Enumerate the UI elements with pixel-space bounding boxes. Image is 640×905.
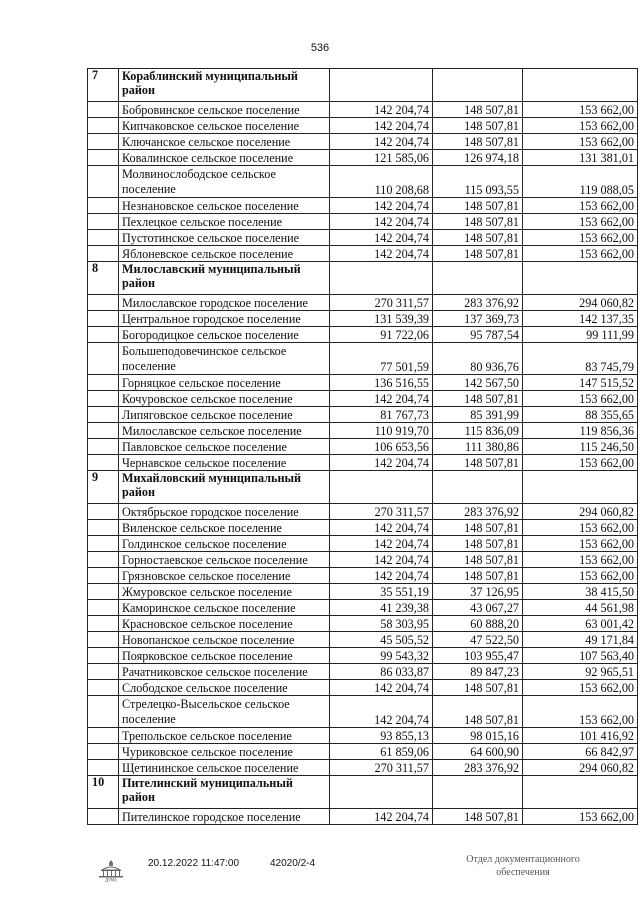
settlement-name: Чуриковское сельское поселение xyxy=(119,744,330,760)
settlement-row xyxy=(88,246,638,262)
value-year-3: 153 662,00 xyxy=(523,214,638,230)
value-year-2: 103 955,47 xyxy=(433,648,523,664)
settlement-name: Яблоневское сельское поселение xyxy=(119,246,330,262)
value-year-2: 80 936,76 xyxy=(433,343,523,375)
settlement-name: Павловское сельское поселение xyxy=(119,439,330,455)
value-year-3: 101 416,92 xyxy=(523,728,638,744)
settlement-name: Молвинослободское сельское поселение xyxy=(119,166,330,198)
row-index-cell xyxy=(88,150,119,166)
row-index-cell xyxy=(88,375,119,391)
district-name: Пителинский муниципальный район xyxy=(119,776,330,809)
empty-cell xyxy=(433,776,523,809)
settlement-row xyxy=(88,375,638,391)
value-year-1: 99 543,32 xyxy=(330,648,433,664)
value-year-2: 60 888,20 xyxy=(433,616,523,632)
value-year-1: 142 204,74 xyxy=(330,102,433,118)
value-year-3: 153 662,00 xyxy=(523,230,638,246)
settlement-name: Голдинское сельское поселение xyxy=(119,536,330,552)
value-year-3: 44 561,98 xyxy=(523,600,638,616)
settlement-row xyxy=(88,150,638,166)
department-line-2: обеспечения xyxy=(496,867,550,878)
district-row xyxy=(88,471,638,504)
value-year-3: 294 060,82 xyxy=(523,760,638,776)
value-year-2: 148 507,81 xyxy=(433,696,523,728)
empty-cell xyxy=(523,262,638,295)
row-index-cell xyxy=(88,118,119,134)
row-index-cell xyxy=(88,744,119,760)
settlement-row xyxy=(88,311,638,327)
row-index-cell xyxy=(88,536,119,552)
row-index-cell xyxy=(88,423,119,439)
value-year-1: 93 855,13 xyxy=(330,728,433,744)
value-year-2: 142 567,50 xyxy=(433,375,523,391)
settlement-name: Пехлецкое сельское поселение xyxy=(119,214,330,230)
empty-cell xyxy=(523,776,638,809)
settlement-name: Кочуровское сельское поселение xyxy=(119,391,330,407)
settlement-name: Липяговское сельское поселение xyxy=(119,407,330,423)
settlement-name: Центральное городское поселение xyxy=(119,311,330,327)
row-index-cell xyxy=(88,696,119,728)
svg-text:ДУМА: ДУМА xyxy=(105,877,117,882)
value-year-1: 110 919,70 xyxy=(330,423,433,439)
table-body xyxy=(88,69,638,825)
value-year-3: 119 856,36 xyxy=(523,423,638,439)
district-name: Кораблинский муниципальный район xyxy=(119,69,330,102)
value-year-2: 111 380,86 xyxy=(433,439,523,455)
budget-allocation-table xyxy=(87,68,638,825)
row-index-cell xyxy=(88,568,119,584)
row-index-cell xyxy=(88,407,119,423)
settlement-name: Ключанское сельское поселение xyxy=(119,134,330,150)
value-year-2: 148 507,81 xyxy=(433,680,523,696)
value-year-2: 148 507,81 xyxy=(433,520,523,536)
value-year-2: 98 015,16 xyxy=(433,728,523,744)
value-year-2: 148 507,81 xyxy=(433,552,523,568)
value-year-3: 38 415,50 xyxy=(523,584,638,600)
settlement-row xyxy=(88,455,638,471)
value-year-2: 148 507,81 xyxy=(433,455,523,471)
value-year-1: 81 767,73 xyxy=(330,407,433,423)
department-line-1: Отдел документационного xyxy=(466,854,580,865)
value-year-1: 106 653,56 xyxy=(330,439,433,455)
row-index-cell xyxy=(88,648,119,664)
value-year-3: 153 662,00 xyxy=(523,391,638,407)
value-year-1: 142 204,74 xyxy=(330,391,433,407)
settlement-row xyxy=(88,230,638,246)
row-index-cell xyxy=(88,327,119,343)
duma-logo xyxy=(96,858,126,882)
row-index-cell xyxy=(88,760,119,776)
row-index-cell xyxy=(88,455,119,471)
value-year-2: 148 507,81 xyxy=(433,246,523,262)
value-year-1: 61 859,06 xyxy=(330,744,433,760)
value-year-1: 110 208,68 xyxy=(330,166,433,198)
value-year-1: 142 204,74 xyxy=(330,680,433,696)
value-year-2: 43 067,27 xyxy=(433,600,523,616)
district-row xyxy=(88,69,638,102)
value-year-2: 148 507,81 xyxy=(433,102,523,118)
settlement-name: Каморинское сельское поселение xyxy=(119,600,330,616)
row-index-cell xyxy=(88,166,119,198)
row-index-cell xyxy=(88,809,119,825)
empty-cell xyxy=(330,262,433,295)
settlement-row xyxy=(88,391,638,407)
settlement-row xyxy=(88,680,638,696)
settlement-row xyxy=(88,343,638,375)
value-year-1: 142 204,74 xyxy=(330,520,433,536)
value-year-3: 115 246,50 xyxy=(523,439,638,455)
value-year-2: 283 376,92 xyxy=(433,504,523,520)
value-year-1: 131 539,39 xyxy=(330,311,433,327)
empty-cell xyxy=(523,471,638,504)
row-index-cell xyxy=(88,680,119,696)
value-year-3: 294 060,82 xyxy=(523,504,638,520)
district-number: 10 xyxy=(88,776,119,809)
value-year-3: 153 662,00 xyxy=(523,552,638,568)
value-year-2: 148 507,81 xyxy=(433,809,523,825)
value-year-3: 92 965,51 xyxy=(523,664,638,680)
row-index-cell xyxy=(88,102,119,118)
value-year-1: 142 204,74 xyxy=(330,568,433,584)
settlement-row xyxy=(88,198,638,214)
settlement-name: Горностаевское сельское поселение xyxy=(119,552,330,568)
row-index-cell xyxy=(88,552,119,568)
settlement-row xyxy=(88,648,638,664)
district-row xyxy=(88,776,638,809)
settlement-name: Грязновское сельское поселение xyxy=(119,568,330,584)
value-year-2: 148 507,81 xyxy=(433,198,523,214)
settlement-row xyxy=(88,664,638,680)
settlement-name: Рачатниковское сельское поселение xyxy=(119,664,330,680)
value-year-2: 148 507,81 xyxy=(433,214,523,230)
settlement-name: Стрелецко-Высельское сельское поселение xyxy=(119,696,330,728)
settlement-row xyxy=(88,552,638,568)
value-year-3: 153 662,00 xyxy=(523,455,638,471)
value-year-1: 142 204,74 xyxy=(330,696,433,728)
value-year-2: 137 369,73 xyxy=(433,311,523,327)
empty-cell xyxy=(330,69,433,102)
value-year-2: 126 974,18 xyxy=(433,150,523,166)
row-index-cell xyxy=(88,391,119,407)
row-index-cell xyxy=(88,198,119,214)
row-index-cell xyxy=(88,311,119,327)
value-year-3: 88 355,65 xyxy=(523,407,638,423)
settlement-name: Ковалинское сельское поселение xyxy=(119,150,330,166)
value-year-2: 148 507,81 xyxy=(433,134,523,150)
settlement-row xyxy=(88,327,638,343)
settlement-name: Милославское городское поселение xyxy=(119,295,330,311)
settlement-row xyxy=(88,616,638,632)
settlement-row xyxy=(88,760,638,776)
value-year-3: 153 662,00 xyxy=(523,536,638,552)
settlement-row xyxy=(88,520,638,536)
footer-datetime: 20.12.2022 11:47:00 xyxy=(148,858,240,869)
value-year-3: 153 662,00 xyxy=(523,198,638,214)
empty-cell xyxy=(433,262,523,295)
value-year-3: 153 662,00 xyxy=(523,680,638,696)
value-year-3: 153 662,00 xyxy=(523,246,638,262)
value-year-1: 142 204,74 xyxy=(330,134,433,150)
value-year-3: 294 060,82 xyxy=(523,295,638,311)
value-year-3: 147 515,52 xyxy=(523,375,638,391)
value-year-3: 83 745,79 xyxy=(523,343,638,375)
district-name: Милославский муниципальный район xyxy=(119,262,330,295)
row-index-cell xyxy=(88,134,119,150)
value-year-1: 142 204,74 xyxy=(330,198,433,214)
value-year-1: 58 303,95 xyxy=(330,616,433,632)
settlement-name: Богородицкое сельское поселение xyxy=(119,327,330,343)
value-year-1: 142 204,74 xyxy=(330,118,433,134)
row-index-cell xyxy=(88,504,119,520)
settlement-row xyxy=(88,134,638,150)
settlement-name: Чернавское сельское поселение xyxy=(119,455,330,471)
empty-cell xyxy=(330,776,433,809)
settlement-name: Щетининское сельское поселение xyxy=(119,760,330,776)
settlement-name: Жмуровское сельское поселение xyxy=(119,584,330,600)
value-year-1: 142 204,74 xyxy=(330,536,433,552)
row-index-cell xyxy=(88,214,119,230)
value-year-1: 142 204,74 xyxy=(330,230,433,246)
settlement-row xyxy=(88,632,638,648)
district-number: 7 xyxy=(88,69,119,102)
settlement-name: Кипчаковское сельское поселение xyxy=(119,118,330,134)
value-year-2: 85 391,99 xyxy=(433,407,523,423)
settlement-name: Трепольское сельское поселение xyxy=(119,728,330,744)
district-row xyxy=(88,262,638,295)
settlement-name: Большеподовечинское сельское поселение xyxy=(119,343,330,375)
empty-cell xyxy=(433,471,523,504)
page-number: 536 xyxy=(310,42,330,54)
value-year-1: 270 311,57 xyxy=(330,295,433,311)
settlement-row xyxy=(88,166,638,198)
settlement-row xyxy=(88,568,638,584)
value-year-1: 86 033,87 xyxy=(330,664,433,680)
settlement-name: Новопанское сельское поселение xyxy=(119,632,330,648)
value-year-2: 148 507,81 xyxy=(433,230,523,246)
settlement-row xyxy=(88,728,638,744)
value-year-3: 153 662,00 xyxy=(523,696,638,728)
value-year-2: 148 507,81 xyxy=(433,118,523,134)
value-year-3: 49 171,84 xyxy=(523,632,638,648)
value-year-1: 142 204,74 xyxy=(330,214,433,230)
district-number: 8 xyxy=(88,262,119,295)
row-index-cell xyxy=(88,584,119,600)
value-year-3: 131 381,01 xyxy=(523,150,638,166)
value-year-3: 153 662,00 xyxy=(523,520,638,536)
footer-doc-id: 42020/2-4 xyxy=(270,858,316,869)
settlement-row xyxy=(88,439,638,455)
settlement-name: Октябрьское городское поселение xyxy=(119,504,330,520)
value-year-1: 142 204,74 xyxy=(330,552,433,568)
value-year-1: 91 722,06 xyxy=(330,327,433,343)
settlement-name: Поярковское сельское поселение xyxy=(119,648,330,664)
value-year-3: 107 563,40 xyxy=(523,648,638,664)
value-year-2: 47 522,50 xyxy=(433,632,523,648)
settlement-row xyxy=(88,809,638,825)
settlement-row xyxy=(88,600,638,616)
value-year-3: 142 137,35 xyxy=(523,311,638,327)
empty-cell xyxy=(433,69,523,102)
settlement-name: Слободское сельское поселение xyxy=(119,680,330,696)
value-year-1: 77 501,59 xyxy=(330,343,433,375)
value-year-2: 283 376,92 xyxy=(433,295,523,311)
value-year-2: 89 847,23 xyxy=(433,664,523,680)
row-index-cell xyxy=(88,616,119,632)
value-year-3: 63 001,42 xyxy=(523,616,638,632)
value-year-2: 148 507,81 xyxy=(433,391,523,407)
row-index-cell xyxy=(88,600,119,616)
value-year-3: 153 662,00 xyxy=(523,809,638,825)
settlement-row xyxy=(88,214,638,230)
settlement-row xyxy=(88,744,638,760)
value-year-3: 153 662,00 xyxy=(523,134,638,150)
value-year-1: 142 204,74 xyxy=(330,455,433,471)
settlement-row xyxy=(88,407,638,423)
row-index-cell xyxy=(88,728,119,744)
value-year-3: 153 662,00 xyxy=(523,118,638,134)
value-year-1: 136 516,55 xyxy=(330,375,433,391)
settlement-name: Виленское сельское поселение xyxy=(119,520,330,536)
value-year-3: 153 662,00 xyxy=(523,568,638,584)
row-index-cell xyxy=(88,439,119,455)
value-year-1: 270 311,57 xyxy=(330,760,433,776)
settlement-name: Красновское сельское поселение xyxy=(119,616,330,632)
row-index-cell xyxy=(88,343,119,375)
settlement-name: Незнановское сельское поселение xyxy=(119,198,330,214)
empty-cell xyxy=(330,471,433,504)
district-name: Михайловский муниципальный район xyxy=(119,471,330,504)
value-year-2: 148 507,81 xyxy=(433,536,523,552)
row-index-cell xyxy=(88,520,119,536)
value-year-1: 270 311,57 xyxy=(330,504,433,520)
value-year-2: 148 507,81 xyxy=(433,568,523,584)
settlement-row xyxy=(88,118,638,134)
value-year-3: 66 842,97 xyxy=(523,744,638,760)
row-index-cell xyxy=(88,230,119,246)
value-year-1: 45 505,52 xyxy=(330,632,433,648)
value-year-1: 41 239,38 xyxy=(330,600,433,616)
settlement-name: Горняцкое сельское поселение xyxy=(119,375,330,391)
value-year-2: 115 836,09 xyxy=(433,423,523,439)
settlement-row xyxy=(88,102,638,118)
value-year-2: 283 376,92 xyxy=(433,760,523,776)
settlement-row xyxy=(88,584,638,600)
row-index-cell xyxy=(88,246,119,262)
value-year-2: 95 787,54 xyxy=(433,327,523,343)
value-year-1: 142 204,74 xyxy=(330,246,433,262)
settlement-name: Бобровинское сельское поселение xyxy=(119,102,330,118)
value-year-3: 153 662,00 xyxy=(523,102,638,118)
settlement-name: Пителинское городское поселение xyxy=(119,809,330,825)
settlement-row xyxy=(88,504,638,520)
row-index-cell xyxy=(88,664,119,680)
footer-department-stamp xyxy=(448,853,598,879)
value-year-2: 64 600,90 xyxy=(433,744,523,760)
settlement-row xyxy=(88,696,638,728)
settlement-row xyxy=(88,536,638,552)
value-year-3: 99 111,99 xyxy=(523,327,638,343)
settlement-row xyxy=(88,423,638,439)
settlement-name: Пустотинское сельское поселение xyxy=(119,230,330,246)
value-year-2: 37 126,95 xyxy=(433,584,523,600)
value-year-1: 35 551,19 xyxy=(330,584,433,600)
district-number: 9 xyxy=(88,471,119,504)
settlement-name: Милославское сельское поселение xyxy=(119,423,330,439)
row-index-cell xyxy=(88,632,119,648)
empty-cell xyxy=(523,69,638,102)
row-index-cell xyxy=(88,295,119,311)
value-year-1: 142 204,74 xyxy=(330,809,433,825)
value-year-2: 115 093,55 xyxy=(433,166,523,198)
settlement-row xyxy=(88,295,638,311)
value-year-3: 119 088,05 xyxy=(523,166,638,198)
value-year-1: 121 585,06 xyxy=(330,150,433,166)
